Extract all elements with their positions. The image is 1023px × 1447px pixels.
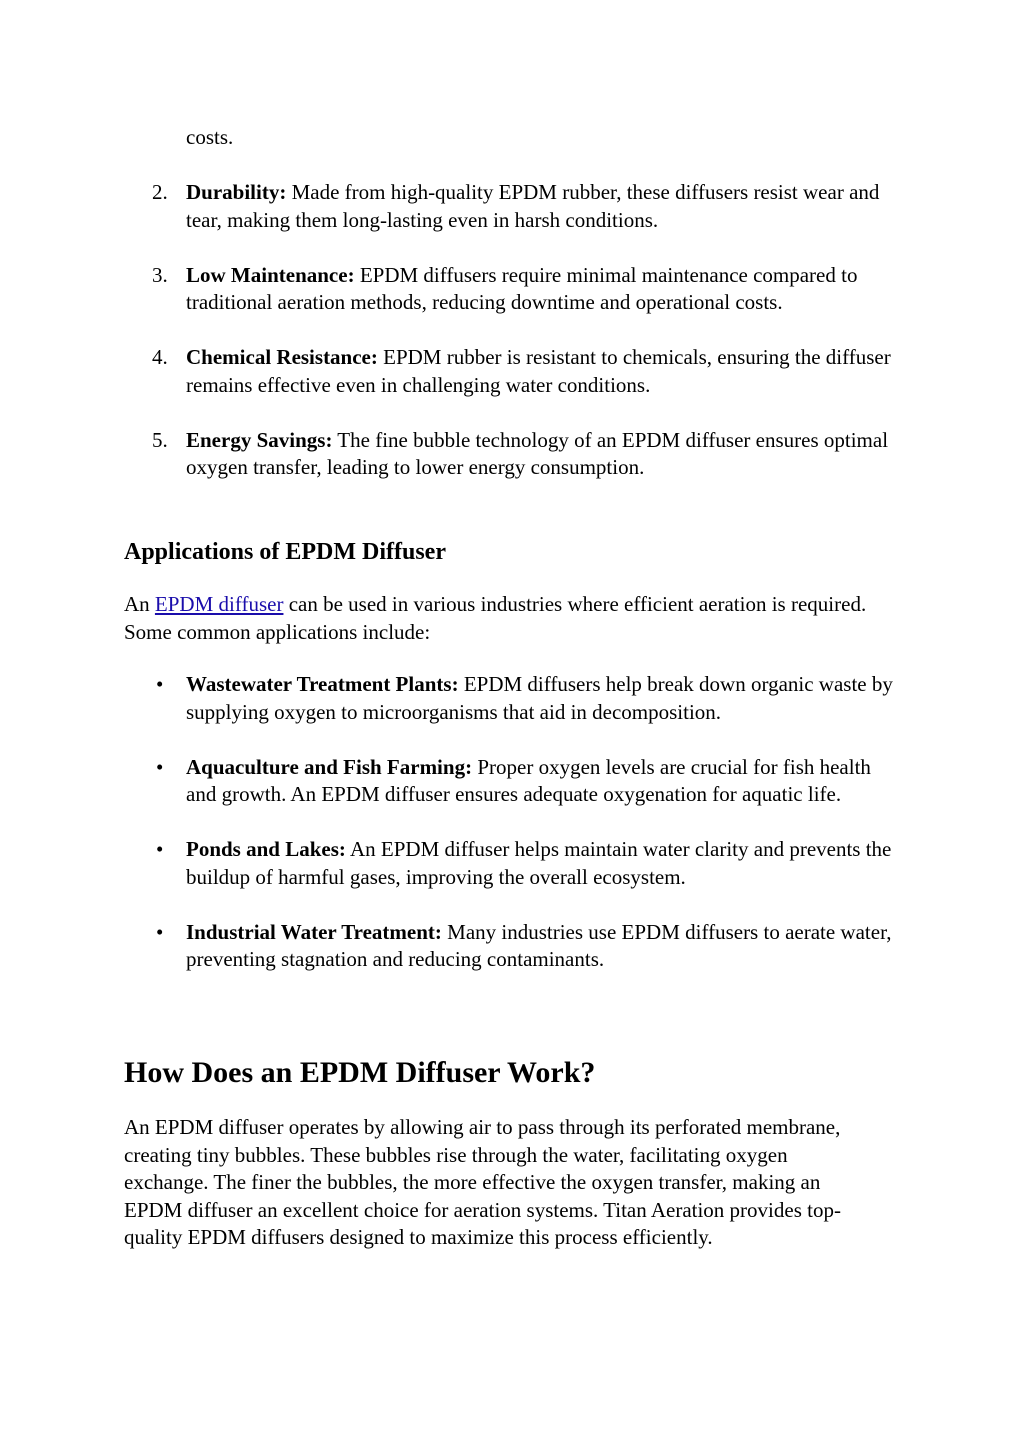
item-term: Wastewater Treatment Plants:	[186, 672, 459, 696]
applications-heading: Applications of EPDM Diffuser	[124, 539, 446, 565]
benefits-list	[124, 179, 899, 509]
list-item	[124, 836, 899, 891]
list-item	[124, 754, 899, 809]
list-number: 2.	[152, 180, 168, 204]
item-term: Industrial Water Treatment:	[186, 919, 442, 944]
intro-text-before: An	[124, 592, 155, 616]
epdm-diffuser-link[interactable]: EPDM diffuser	[154, 592, 284, 616]
list-item	[124, 262, 899, 317]
item-term: Durability:	[186, 180, 287, 204]
bullet-icon: •	[156, 672, 164, 696]
applications-list	[124, 671, 899, 1001]
item-term: Aquaculture and Fish Farming:	[186, 754, 473, 779]
item-term: Chemical Resistance:	[186, 345, 378, 369]
item-text: Many industries use EPDM diffusers to aerate water, preventing stagnation and reducing contaminants.	[186, 919, 892, 971]
bullet-icon: •	[156, 837, 164, 861]
list-item	[124, 919, 899, 974]
item-text: EPDM diffusers help break down organic waste by supplying oxygen to microorganisms that aid in decomposition.	[186, 672, 893, 724]
item-text: Made from high-quality EPDM rubber, these diffusers resist wear and tear, making them long-lasting even in harsh conditions.	[186, 180, 880, 232]
list-item	[124, 671, 899, 726]
how-it-works-heading: How Does an EPDM Diffuser Work?	[124, 1056, 596, 1089]
item-text: An EPDM diffuser helps maintain water clarity and prevents the buildup of harmful gases, improving the overall ecosystem.	[186, 837, 892, 889]
applications-intro	[124, 591, 899, 646]
item-text: The fine bubble technology of an EPDM diffuser ensures optimal oxygen transfer, leading to lower energy consumption.	[186, 427, 889, 479]
list-item	[124, 344, 899, 399]
list-item	[124, 179, 899, 234]
list-item	[124, 427, 899, 482]
item-term: Ponds and Lakes:	[186, 837, 346, 861]
how-it-works-body: An EPDM diffuser operates by allowing air to pass through its perforated membrane, creating tiny bubbles. These bubbles rise through the water, facilitating oxygen exchange. The finer the bubbles, the more effective the oxygen transfer, making an EPDM diffuser an excellent choice for aeration systems. Titan Aeration provides top-quality EPDM diffusers designed to maximize this process efficiently.	[124, 1115, 841, 1249]
list-number: 4.	[152, 345, 168, 369]
continuation-text: costs.	[186, 125, 234, 149]
intro-text-after: can be used in various industries where efficient aeration is required. Some common applications include:	[124, 592, 867, 644]
item-text: EPDM rubber is resistant to chemicals, ensuring the diffuser remains effective even in challenging water conditions.	[186, 345, 891, 397]
bullet-icon: •	[156, 919, 164, 944]
item-term: Energy Savings:	[186, 427, 333, 452]
item-term: Low Maintenance:	[186, 262, 355, 287]
bullet-icon: •	[156, 754, 164, 779]
item-text: EPDM diffusers require minimal maintenance compared to traditional aeration methods, reducing downtime and operational costs.	[186, 262, 858, 314]
list-number: 3.	[152, 262, 168, 287]
item-text: Proper oxygen levels are crucial for fish health and growth. An EPDM diffuser ensures adequate oxygenation for aquatic life.	[186, 754, 871, 806]
list-number: 5.	[152, 427, 168, 452]
